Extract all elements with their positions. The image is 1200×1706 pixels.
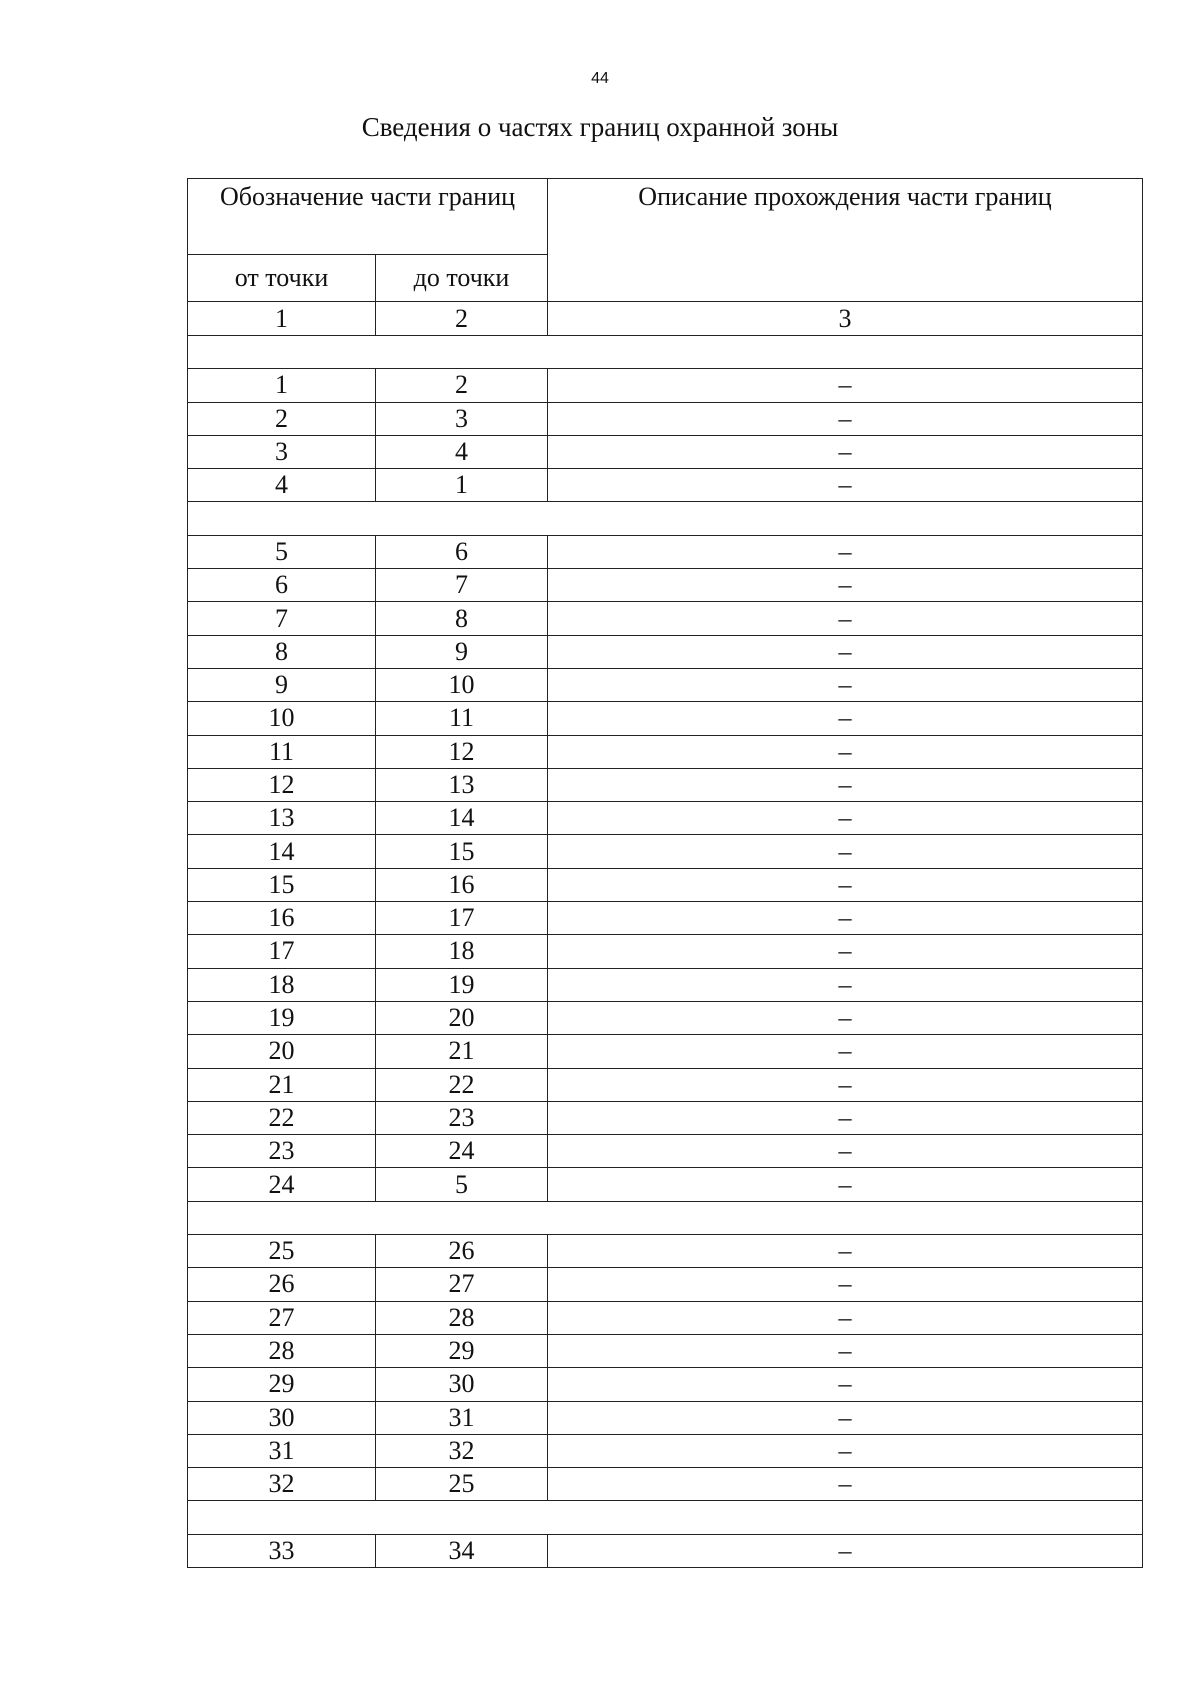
- from-point-cell: 4: [188, 469, 376, 502]
- from-point-cell: 5: [188, 535, 376, 568]
- description-cell: –: [548, 868, 1143, 901]
- to-point-cell: 31: [376, 1401, 548, 1434]
- description-cell: –: [548, 369, 1143, 402]
- table-row: [188, 1035, 1143, 1068]
- from-point-cell: 11: [188, 735, 376, 768]
- description-header: Описание прохождения части границ: [548, 179, 1143, 302]
- from-point-cell: 8: [188, 635, 376, 668]
- description-cell: –: [548, 735, 1143, 768]
- description-cell: –: [548, 1368, 1143, 1401]
- to-point-cell: 29: [376, 1334, 548, 1367]
- table-row: [188, 435, 1143, 468]
- from-point-cell: 26: [188, 1268, 376, 1301]
- table-row: [188, 1235, 1143, 1268]
- from-point-cell: 2: [188, 402, 376, 435]
- page-number: 44: [591, 70, 609, 87]
- to-point-cell: 23: [376, 1101, 548, 1134]
- column-number: 3: [548, 302, 1143, 336]
- description-cell: –: [548, 1168, 1143, 1201]
- to-point-cell: 25: [376, 1468, 548, 1501]
- description-cell: –: [548, 1434, 1143, 1467]
- description-cell: –: [548, 1035, 1143, 1068]
- from-point-cell: 1: [188, 369, 376, 402]
- to-point-cell: 19: [376, 968, 548, 1001]
- table-row: [188, 735, 1143, 768]
- table-row: [188, 668, 1143, 701]
- to-point-header: до точки: [376, 255, 548, 302]
- to-point-cell: 15: [376, 835, 548, 868]
- group-separator-row: [188, 1201, 1143, 1234]
- description-cell: –: [548, 768, 1143, 801]
- table-row: [188, 935, 1143, 968]
- to-point-cell: 8: [376, 602, 548, 635]
- from-point-cell: 13: [188, 802, 376, 835]
- to-point-cell: 18: [376, 935, 548, 968]
- to-point-cell: 26: [376, 1235, 548, 1268]
- from-point-cell: 23: [188, 1135, 376, 1168]
- from-point-cell: 24: [188, 1168, 376, 1201]
- to-point-cell: 22: [376, 1068, 548, 1101]
- from-point-cell: 28: [188, 1334, 376, 1367]
- table-row: [188, 802, 1143, 835]
- from-point-cell: 16: [188, 902, 376, 935]
- to-point-cell: 34: [376, 1534, 548, 1567]
- boundary-parts-table: [187, 178, 1143, 1568]
- from-point-cell: 7: [188, 602, 376, 635]
- description-cell: –: [548, 968, 1143, 1001]
- description-cell: –: [548, 1068, 1143, 1101]
- from-point-cell: 18: [188, 968, 376, 1001]
- from-point-cell: 30: [188, 1401, 376, 1434]
- from-point-cell: 17: [188, 935, 376, 968]
- description-cell: –: [548, 802, 1143, 835]
- table-row: [188, 1334, 1143, 1367]
- designation-header: Обозначение части границ: [188, 179, 548, 255]
- to-point-cell: 4: [376, 435, 548, 468]
- description-cell: –: [548, 835, 1143, 868]
- table-row: [188, 1301, 1143, 1334]
- table-row: [188, 635, 1143, 668]
- table-row: [188, 1168, 1143, 1201]
- from-point-cell: 6: [188, 569, 376, 602]
- table-row: [188, 535, 1143, 568]
- table-body: [188, 302, 1143, 1568]
- table-row: [188, 569, 1143, 602]
- from-point-cell: 33: [188, 1534, 376, 1567]
- to-point-cell: 30: [376, 1368, 548, 1401]
- description-cell: –: [548, 1334, 1143, 1367]
- table-row: [188, 402, 1143, 435]
- description-cell: –: [548, 602, 1143, 635]
- from-point-cell: 15: [188, 868, 376, 901]
- from-point-cell: 3: [188, 435, 376, 468]
- from-point-cell: 10: [188, 702, 376, 735]
- from-point-cell: 21: [188, 1068, 376, 1101]
- table-row: [188, 1534, 1143, 1567]
- to-point-cell: 5: [376, 1168, 548, 1201]
- table-row: [188, 902, 1143, 935]
- table-row: [188, 702, 1143, 735]
- to-point-cell: 11: [376, 702, 548, 735]
- description-cell: –: [548, 1001, 1143, 1034]
- description-cell: –: [548, 1468, 1143, 1501]
- to-point-cell: 13: [376, 768, 548, 801]
- column-number-row: [188, 302, 1143, 336]
- to-point-cell: 21: [376, 1035, 548, 1068]
- description-cell: –: [548, 535, 1143, 568]
- to-point-cell: 10: [376, 668, 548, 701]
- from-point-cell: 12: [188, 768, 376, 801]
- from-point-cell: 29: [188, 1368, 376, 1401]
- table-row: [188, 1135, 1143, 1168]
- description-cell: –: [548, 635, 1143, 668]
- from-point-cell: 25: [188, 1235, 376, 1268]
- table-row: [188, 835, 1143, 868]
- table-row: [188, 768, 1143, 801]
- description-cell: –: [548, 1401, 1143, 1434]
- from-point-cell: 19: [188, 1001, 376, 1034]
- description-cell: –: [548, 569, 1143, 602]
- group-separator-cell: [188, 502, 1143, 535]
- from-point-cell: 22: [188, 1101, 376, 1134]
- description-cell: –: [548, 1301, 1143, 1334]
- from-point-cell: 14: [188, 835, 376, 868]
- to-point-cell: 12: [376, 735, 548, 768]
- to-point-cell: 32: [376, 1434, 548, 1467]
- description-cell: –: [548, 935, 1143, 968]
- group-separator-cell: [188, 336, 1143, 369]
- group-separator-row: [188, 1501, 1143, 1534]
- table-row: [188, 1368, 1143, 1401]
- to-point-cell: 2: [376, 369, 548, 402]
- to-point-cell: 1: [376, 469, 548, 502]
- to-point-cell: 17: [376, 902, 548, 935]
- description-cell: –: [548, 1534, 1143, 1567]
- description-cell: –: [548, 1235, 1143, 1268]
- description-cell: –: [548, 1101, 1143, 1134]
- group-separator-row: [188, 336, 1143, 369]
- table-row: [188, 1101, 1143, 1134]
- description-cell: –: [548, 402, 1143, 435]
- to-point-cell: 24: [376, 1135, 548, 1168]
- group-separator-cell: [188, 1201, 1143, 1234]
- table-row: [188, 868, 1143, 901]
- description-cell: –: [548, 702, 1143, 735]
- table-row: [188, 1001, 1143, 1034]
- table-row: [188, 1468, 1143, 1501]
- to-point-cell: 20: [376, 1001, 548, 1034]
- from-point-cell: 27: [188, 1301, 376, 1334]
- table-row: [188, 1434, 1143, 1467]
- from-point-cell: 20: [188, 1035, 376, 1068]
- document-title: Сведения о частях границ охранной зоны: [361, 112, 839, 142]
- to-point-cell: 6: [376, 535, 548, 568]
- from-point-header: от точки: [188, 255, 376, 302]
- table-row: [188, 602, 1143, 635]
- to-point-cell: 27: [376, 1268, 548, 1301]
- column-number: 2: [376, 302, 548, 336]
- column-number: 1: [188, 302, 376, 336]
- to-point-cell: 9: [376, 635, 548, 668]
- to-point-cell: 7: [376, 569, 548, 602]
- from-point-cell: 32: [188, 1468, 376, 1501]
- from-point-cell: 9: [188, 668, 376, 701]
- table-row: [188, 469, 1143, 502]
- table-row: [188, 1401, 1143, 1434]
- description-cell: –: [548, 1135, 1143, 1168]
- from-point-cell: 31: [188, 1434, 376, 1467]
- description-cell: –: [548, 469, 1143, 502]
- description-cell: –: [548, 1268, 1143, 1301]
- description-cell: –: [548, 902, 1143, 935]
- table-row: [188, 1268, 1143, 1301]
- description-cell: –: [548, 435, 1143, 468]
- to-point-cell: 28: [376, 1301, 548, 1334]
- table-row: [188, 369, 1143, 402]
- to-point-cell: 14: [376, 802, 548, 835]
- table-row: [188, 1068, 1143, 1101]
- to-point-cell: 16: [376, 868, 548, 901]
- to-point-cell: 3: [376, 402, 548, 435]
- description-cell: –: [548, 668, 1143, 701]
- table-row: [188, 968, 1143, 1001]
- group-separator-cell: [188, 1501, 1143, 1534]
- group-separator-row: [188, 502, 1143, 535]
